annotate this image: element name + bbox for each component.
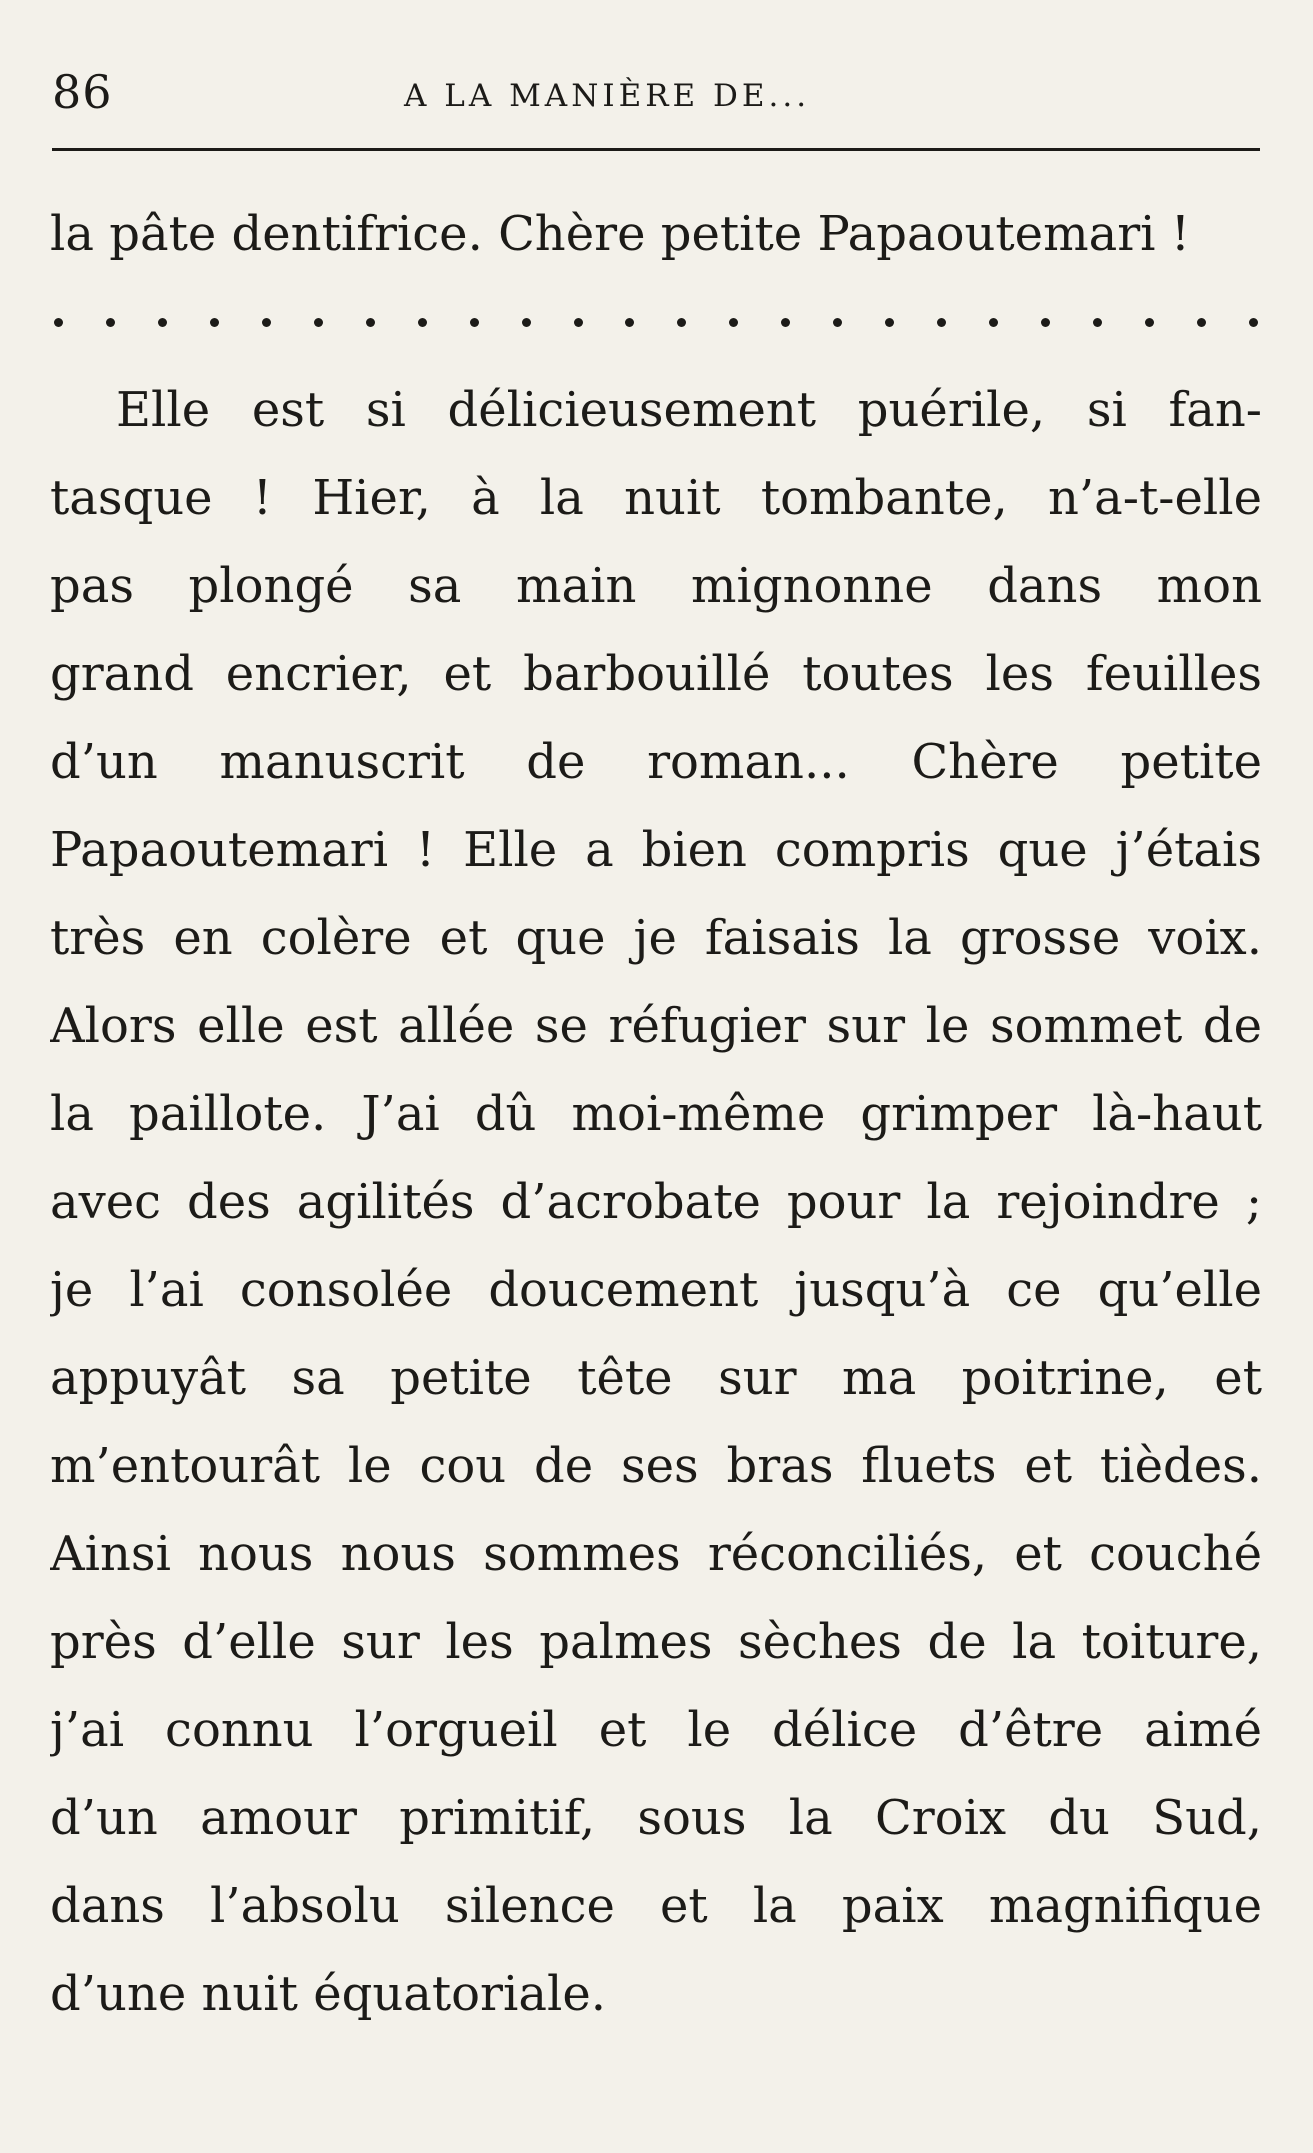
separator-dot [54, 318, 63, 327]
separator-dot [1249, 318, 1258, 327]
separator-dot [1145, 318, 1154, 327]
text-line: Ainsi nous nous sommes réconciliés, et couché [50, 1526, 1262, 1582]
separator-dot [989, 318, 998, 327]
separator-dot [574, 318, 583, 327]
separator-dot [106, 318, 115, 327]
text-line: la paillote. J’ai dû moi-même grimper là-haut [50, 1086, 1262, 1142]
text-line: j’ai connu l’orgueil et le délice d’être aimé [50, 1702, 1262, 1758]
text-line: la pâte dentifrice. Chère petite Papaoutemari ! [50, 206, 1191, 262]
text-line: Alors elle est allée se réfugier sur le sommet de [50, 998, 1262, 1054]
separator-dot [833, 318, 842, 327]
separator-dot [1041, 318, 1050, 327]
separator-dot [1197, 318, 1206, 327]
page-number: 86 [52, 65, 113, 119]
separator-dot [625, 318, 634, 327]
text-line: avec des agilités d’acrobate pour la rejoindre ; [50, 1174, 1262, 1230]
separator-dot [781, 318, 790, 327]
separator-dot [470, 318, 479, 327]
header-rule [52, 148, 1260, 151]
text-line: tasque ! Hier, à la nuit tombante, n’a-t-elle [50, 470, 1262, 526]
text-line: près d’elle sur les palmes sèches de la toiture, [50, 1614, 1262, 1670]
text-line: m’entourât le cou de ses bras fluets et tièdes. [50, 1438, 1262, 1494]
separator-dot [1093, 318, 1102, 327]
text-line: d’un manuscrit de roman... Chère petite [50, 734, 1262, 790]
text-line: Papaoutemari ! Elle a bien compris que j’étais [50, 822, 1262, 878]
separator-dot [314, 318, 323, 327]
ellipsis-separator [50, 278, 1262, 366]
separator-dot [262, 318, 271, 327]
separator-dot [418, 318, 427, 327]
text-line: appuyât sa petite tête sur ma poitrine, et [50, 1350, 1262, 1406]
text-line: grand encrier, et barbouillé toutes les feuilles [50, 646, 1262, 702]
separator-dot [677, 318, 686, 327]
separator-dot [210, 318, 219, 327]
separator-dot [158, 318, 167, 327]
separator-dot [366, 318, 375, 327]
text-line: Elle est si délicieusement puérile, si fan- [116, 382, 1262, 438]
running-title: A LA MANIÈRE DE... [404, 78, 811, 114]
separator-dot [729, 318, 738, 327]
separator-dot [522, 318, 531, 327]
text-line: je l’ai consolée doucement jusqu’à ce qu’elle [50, 1262, 1262, 1318]
text-line: pas plongé sa main mignonne dans mon [50, 558, 1262, 614]
text-line: d’une nuit équatoriale. [50, 1966, 606, 2022]
text-line: d’un amour primitif, sous la Croix du Sud, [50, 1790, 1262, 1846]
body-text [50, 190, 1262, 2038]
page-header [52, 52, 1262, 122]
text-line: dans l’absolu silence et la paix magnifique [50, 1878, 1262, 1934]
text-line: très en colère et que je faisais la grosse voix. [50, 910, 1262, 966]
separator-dot [937, 318, 946, 327]
separator-dot [885, 318, 894, 327]
